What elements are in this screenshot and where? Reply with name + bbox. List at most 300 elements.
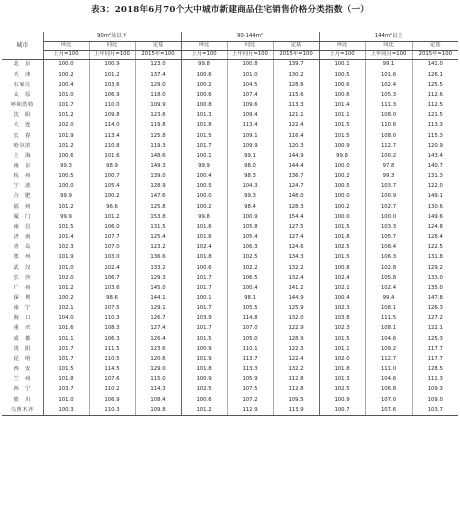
index-value-cell: 100.3 [43, 405, 89, 416]
table-row [2, 334, 458, 344]
index-value-cell: 100.0 [319, 192, 365, 202]
index-value-cell: 101.8 [43, 375, 89, 385]
table-row [2, 101, 458, 111]
table-row [2, 314, 458, 324]
index-value-cell: 136.7 [273, 172, 319, 182]
index-value-cell: 114.3 [135, 385, 181, 395]
index-value-cell: 122.4 [273, 121, 319, 131]
city-name-cell: 北 京 [13, 61, 31, 68]
index-value-cell: 101.3 [319, 375, 365, 385]
city-name-cell: 哈尔滨 [13, 142, 31, 149]
index-value-cell: 100.7 [319, 405, 365, 416]
index-value-cell: 102.4 [365, 283, 412, 293]
index-value-cell: 111.3 [412, 375, 458, 385]
index-value-cell: 100.1 [181, 151, 227, 161]
index-value-cell: 101.7 [43, 101, 89, 111]
index-value-cell: 109.8 [135, 405, 181, 416]
index-value-cell: 100.6 [43, 151, 89, 161]
index-value-cell: 99.9 [181, 162, 227, 172]
index-value-cell: 128.3 [273, 202, 319, 212]
index-value-cell: 127.2 [412, 314, 458, 324]
city-name-cell: 青 岛 [13, 244, 31, 251]
index-value-cell: 101.5 [319, 253, 365, 263]
index-value-cell: 122.3 [273, 344, 319, 354]
index-value-cell: 106.7 [89, 273, 135, 283]
index-value-cell: 108.1 [365, 304, 412, 314]
index-value-cell: 101.5 [181, 334, 227, 344]
base-header-base: 2015年=100 [135, 51, 181, 60]
index-value-cell: 110.6 [365, 121, 412, 131]
table-row [2, 60, 458, 71]
index-value-cell: 100.2 [181, 202, 227, 212]
table-row [2, 405, 458, 416]
city-name-cell: 大 连 [13, 122, 31, 129]
city-name-cell: 上 海 [13, 152, 31, 159]
index-value-cell: 101.1 [43, 334, 89, 344]
index-value-cell: 129.1 [135, 304, 181, 314]
table-row [2, 395, 458, 405]
index-value-cell: 101.0 [43, 395, 89, 405]
index-value-cell: 100.2 [181, 80, 227, 90]
index-value-cell: 131.5 [135, 223, 181, 233]
index-value-cell: 101.0 [43, 90, 89, 100]
index-value-cell: 153.8 [135, 212, 181, 222]
index-value-cell: 108.0 [365, 111, 412, 121]
index-value-cell: 115.0 [135, 375, 181, 385]
index-value-cell: 144.9 [273, 151, 319, 161]
index-value-cell: 129.3 [135, 273, 181, 283]
index-value-cell: 102.3 [319, 304, 365, 314]
index-value-cell: 131.8 [412, 253, 458, 263]
index-value-cell: 109.2 [365, 344, 412, 354]
index-value-cell: 101.4 [43, 233, 89, 243]
city-column-header: 城市 [2, 32, 43, 60]
index-value-cell: 99.8 [181, 60, 227, 71]
index-value-cell: 101.7 [181, 141, 227, 151]
table-row [2, 172, 458, 182]
index-value-cell: 100.6 [181, 263, 227, 273]
table-row [2, 365, 458, 375]
table-row [2, 162, 458, 172]
index-value-cell: 101.6 [181, 233, 227, 243]
index-value-cell: 125.5 [412, 80, 458, 90]
group-header-small: 90m²及以下 [43, 32, 181, 42]
index-value-cell: 123.2 [135, 243, 181, 253]
index-value-cell: 116.4 [273, 131, 319, 141]
index-value-cell: 107.0 [365, 395, 412, 405]
index-value-cell: 100.4 [43, 80, 89, 90]
index-value-cell: 101.2 [43, 141, 89, 151]
index-value-cell: 109.3 [412, 385, 458, 395]
index-value-cell: 125.4 [135, 233, 181, 243]
metric-header-mom: 环比 [181, 42, 227, 51]
table-row [2, 192, 458, 202]
index-value-cell: 105.9 [227, 375, 273, 385]
table-row [2, 243, 458, 253]
index-value-cell: 124.7 [273, 182, 319, 192]
index-value-cell: 134.3 [273, 253, 319, 263]
city-name-cell: 济 南 [13, 234, 31, 241]
city-name-cell: 西 宁 [13, 386, 31, 393]
index-value-cell: 144.4 [273, 162, 319, 172]
index-value-cell: 122.9 [273, 324, 319, 334]
table-row [2, 80, 458, 90]
index-value-cell: 101.2 [89, 70, 135, 80]
group-header-medium: 90-144m² [181, 32, 319, 42]
index-value-cell: 100.0 [319, 212, 365, 222]
table-row [2, 324, 458, 334]
index-value-cell: 129.2 [412, 263, 458, 273]
index-value-cell: 102.4 [89, 263, 135, 273]
index-value-cell: 101.6 [181, 223, 227, 233]
index-value-cell: 113.4 [227, 121, 273, 131]
index-value-cell: 101.1 [319, 111, 365, 121]
index-value-cell: 100.8 [181, 101, 227, 111]
city-name-cell: 杭 州 [13, 173, 31, 180]
table-row [2, 131, 458, 141]
index-value-cell: 102.5 [181, 385, 227, 395]
index-value-cell: 115.3 [412, 131, 458, 141]
index-value-cell: 122.1 [412, 324, 458, 334]
index-value-cell: 107.5 [227, 385, 273, 395]
index-value-cell: 123.6 [135, 344, 181, 354]
city-name-cell: 福 州 [13, 203, 31, 210]
index-value-cell: 107.5 [89, 304, 135, 314]
index-value-cell: 101.4 [319, 101, 365, 111]
index-value-cell: 132.2 [273, 365, 319, 375]
index-value-cell: 132.4 [273, 273, 319, 283]
index-value-cell: 127.5 [273, 223, 319, 233]
index-value-cell: 102.5 [319, 385, 365, 395]
index-value-cell: 100.2 [365, 151, 412, 161]
index-value-cell: 124.8 [412, 223, 458, 233]
index-value-cell: 113.3 [412, 121, 458, 131]
index-value-cell: 106.9 [89, 395, 135, 405]
index-value-cell: 101.9 [181, 355, 227, 365]
index-value-cell: 101.2 [43, 283, 89, 293]
index-value-cell: 107.6 [89, 375, 135, 385]
index-value-cell: 112.7 [365, 141, 412, 151]
index-value-cell: 113.3 [227, 365, 273, 375]
index-value-cell: 101.5 [43, 365, 89, 375]
index-value-cell: 100.2 [89, 192, 135, 202]
table-row [2, 273, 458, 283]
index-value-cell: 102.4 [365, 80, 412, 90]
base-header-mom: 上月=100 [181, 51, 227, 60]
index-value-cell: 124.6 [273, 243, 319, 253]
index-value-cell: 147.8 [412, 294, 458, 304]
index-value-cell: 107.0 [227, 324, 273, 334]
index-value-cell: 102.2 [227, 263, 273, 273]
index-value-cell: 101.8 [181, 253, 227, 263]
metric-header-base: 定基 [273, 42, 319, 51]
index-value-cell: 98.3 [227, 172, 273, 182]
index-value-cell: 101.9 [43, 131, 89, 141]
index-value-cell: 101.6 [365, 70, 412, 80]
index-value-cell: 99.1 [227, 151, 273, 161]
index-value-cell: 103.7 [365, 182, 412, 192]
index-value-cell: 106.8 [365, 385, 412, 395]
index-value-cell: 100.9 [181, 344, 227, 354]
index-value-cell: 100.4 [319, 294, 365, 304]
index-value-cell: 141.2 [273, 283, 319, 293]
index-value-cell: 139.7 [273, 60, 319, 71]
index-value-cell: 139.0 [135, 172, 181, 182]
metric-header-base: 定基 [412, 42, 458, 51]
index-value-cell: 102.1 [319, 283, 365, 293]
index-value-cell: 123.0 [135, 60, 181, 71]
index-value-cell: 105.8 [365, 273, 412, 283]
index-value-cell: 98.6 [89, 294, 135, 304]
index-value-cell: 110.3 [89, 314, 135, 324]
base-header-base: 2015年=100 [273, 51, 319, 60]
header-group-row [2, 32, 458, 42]
index-value-cell: 101.5 [181, 131, 227, 141]
index-value-cell: 98.4 [227, 202, 273, 212]
index-value-cell: 100.9 [227, 212, 273, 222]
index-value-cell: 101.2 [181, 405, 227, 416]
city-name-cell: 乌鲁木齐 [2, 405, 43, 416]
index-value-cell: 110.1 [227, 344, 273, 354]
index-value-cell: 133.2 [135, 263, 181, 273]
index-value-cell: 102.0 [43, 273, 89, 283]
index-value-cell: 109.1 [227, 131, 273, 141]
metric-header-yoy: 同比 [365, 42, 412, 51]
index-value-cell: 102.3 [319, 324, 365, 334]
index-value-cell: 101.0 [227, 70, 273, 80]
index-value-cell: 108.4 [365, 243, 412, 253]
index-value-cell: 106.3 [89, 334, 135, 344]
index-value-cell: 99.9 [43, 192, 89, 202]
index-value-cell: 109.5 [273, 395, 319, 405]
index-value-cell: 100.8 [227, 60, 273, 71]
city-name-cell: 银 川 [13, 396, 31, 403]
index-value-cell: 103.8 [319, 314, 365, 324]
index-value-cell: 149.3 [135, 162, 181, 172]
index-value-cell: 109.9 [227, 141, 273, 151]
index-value-cell: 101.5 [319, 131, 365, 141]
index-value-cell: 100.0 [181, 192, 227, 202]
index-value-cell: 115.6 [273, 90, 319, 100]
index-value-cell: 106.3 [227, 243, 273, 253]
index-value-cell: 100.2 [43, 294, 89, 304]
price-index-table [2, 32, 458, 416]
index-value-cell: 121.1 [273, 111, 319, 121]
table-row [2, 151, 458, 161]
index-value-cell: 96.6 [89, 202, 135, 212]
city-name-cell: 武 汉 [13, 264, 31, 271]
index-value-cell: 101.7 [181, 304, 227, 314]
city-name-cell: 海 口 [13, 315, 31, 322]
base-header-base: 2015年=100 [412, 51, 458, 60]
index-value-cell: 101.7 [43, 355, 89, 365]
table-row [2, 90, 458, 100]
index-value-cell: 147.6 [135, 192, 181, 202]
index-value-cell: 100.7 [89, 172, 135, 182]
index-value-cell: 107.6 [365, 405, 412, 416]
index-value-cell: 132.2 [273, 263, 319, 273]
index-value-cell: 103.6 [89, 80, 135, 90]
city-name-cell: 重 庆 [13, 325, 31, 332]
index-value-cell: 107.0 [89, 243, 135, 253]
index-value-cell: 107.4 [227, 90, 273, 100]
index-value-cell: 102.4 [181, 243, 227, 253]
index-value-cell: 101.7 [181, 283, 227, 293]
index-value-cell: 104.6 [365, 375, 412, 385]
index-value-cell: 100.2 [319, 202, 365, 212]
index-value-cell: 98.1 [227, 294, 273, 304]
metric-header-yoy: 同比 [227, 42, 273, 51]
index-value-cell: 105.4 [227, 233, 273, 243]
index-value-cell: 112.9 [227, 405, 273, 416]
index-value-cell: 122.4 [273, 355, 319, 365]
city-name-cell: 南 昌 [13, 223, 31, 230]
index-value-cell: 136.6 [135, 253, 181, 263]
index-value-cell: 102.5 [319, 243, 365, 253]
index-value-cell: 100.5 [43, 172, 89, 182]
index-value-cell: 101.8 [181, 121, 227, 131]
index-value-cell: 120.6 [135, 355, 181, 365]
index-value-cell: 128.6 [273, 80, 319, 90]
index-value-cell: 126.7 [135, 314, 181, 324]
index-value-cell: 111.5 [89, 344, 135, 354]
index-value-cell: 106.3 [365, 253, 412, 263]
index-value-cell: 109.6 [227, 101, 273, 111]
index-value-cell: 125.9 [273, 304, 319, 314]
index-value-cell: 110.2 [89, 385, 135, 395]
index-value-cell: 111.5 [365, 314, 412, 324]
index-value-cell: 103.3 [365, 223, 412, 233]
index-value-cell: 119.8 [135, 121, 181, 131]
index-value-cell: 101.6 [89, 151, 135, 161]
index-value-cell: 105.4 [89, 182, 135, 192]
index-value-cell: 100.9 [319, 141, 365, 151]
index-value-cell: 127.4 [135, 324, 181, 334]
index-value-cell: 103.7 [43, 385, 89, 395]
city-name-cell: 南 京 [13, 162, 31, 169]
table-row [2, 355, 458, 365]
index-value-cell: 104.0 [43, 314, 89, 324]
index-value-cell: 99.3 [43, 162, 89, 172]
city-name-cell: 厦 门 [13, 213, 31, 220]
index-value-cell: 101.8 [319, 365, 365, 375]
table-title: 表3：2018年6月70个大中城市新建商品住宅销售价格分类指数（一） [90, 5, 370, 15]
index-value-cell: 110.3 [89, 405, 135, 416]
index-value-cell: 137.4 [135, 70, 181, 80]
index-value-cell: 101.5 [319, 121, 365, 131]
city-name-cell: 天 津 [13, 71, 31, 78]
index-value-cell: 101.0 [43, 263, 89, 273]
index-value-cell: 128.5 [412, 365, 458, 375]
index-value-cell: 104.3 [227, 182, 273, 192]
index-value-cell: 100.9 [89, 60, 135, 71]
index-value-cell: 113.3 [273, 101, 319, 111]
index-value-cell: 100.8 [319, 263, 365, 273]
city-name-cell: 太 原 [13, 91, 31, 98]
index-value-cell: 127.4 [273, 233, 319, 243]
index-value-cell: 130.6 [412, 202, 458, 212]
index-value-cell: 100.2 [319, 172, 365, 182]
index-value-cell: 102.0 [319, 355, 365, 365]
table-row [2, 344, 458, 354]
header-base-row [2, 51, 458, 60]
metric-header-yoy: 同比 [89, 42, 135, 51]
index-value-cell: 100.6 [181, 90, 227, 100]
index-value-cell: 105.5 [227, 304, 273, 314]
index-value-cell: 130.2 [273, 70, 319, 80]
base-header-yoy: 上年同月=100 [89, 51, 135, 60]
index-value-cell: 107.2 [227, 395, 273, 405]
index-value-cell: 104.6 [365, 334, 412, 344]
index-value-cell: 114.5 [89, 365, 135, 375]
index-value-cell: 148.0 [273, 192, 319, 202]
index-value-cell: 113.9 [273, 405, 319, 416]
index-value-cell: 144.9 [273, 294, 319, 304]
index-value-cell: 114.0 [89, 121, 135, 131]
header-metric-row [2, 42, 458, 51]
index-value-cell: 100.5 [319, 182, 365, 192]
index-value-cell: 104.5 [227, 80, 273, 90]
table-row [2, 223, 458, 233]
table-row [2, 375, 458, 385]
table-row [2, 253, 458, 263]
index-value-cell: 101.2 [89, 212, 135, 222]
index-value-cell: 100.1 [319, 60, 365, 71]
table-row [2, 233, 458, 243]
index-value-cell: 112.6 [412, 90, 458, 100]
index-value-cell: 101.3 [181, 111, 227, 121]
index-value-cell: 148.6 [135, 151, 181, 161]
index-value-cell: 102.4 [319, 273, 365, 283]
city-name-cell: 郑 州 [13, 254, 31, 261]
index-value-cell: 110.8 [89, 141, 135, 151]
index-value-cell: 106.0 [89, 223, 135, 233]
index-value-cell: 113.4 [89, 131, 135, 141]
city-name-cell: 昆 明 [13, 355, 31, 362]
index-value-cell: 100.6 [319, 80, 365, 90]
index-value-cell: 112.8 [273, 375, 319, 385]
index-value-cell: 101.7 [181, 273, 227, 283]
index-value-cell: 103.7 [412, 405, 458, 416]
index-value-cell: 126.4 [135, 334, 181, 344]
city-name-cell: 石家庄 [13, 81, 31, 88]
index-value-cell: 100.9 [365, 192, 412, 202]
index-value-cell: 149.1 [412, 192, 458, 202]
index-value-cell: 101.8 [319, 233, 365, 243]
index-value-cell: 112.5 [412, 101, 458, 111]
table-row [2, 212, 458, 222]
city-name-cell: 深 圳 [13, 295, 31, 302]
index-value-cell: 102.3 [43, 243, 89, 253]
index-value-cell: 101.1 [319, 344, 365, 354]
table-row [2, 70, 458, 80]
index-value-cell: 111.0 [365, 365, 412, 375]
city-name-cell: 长 春 [13, 132, 31, 139]
base-header-mom: 上月=100 [43, 51, 89, 60]
table-row [2, 141, 458, 151]
index-value-cell: 105.7 [365, 233, 412, 243]
index-value-cell: 118.0 [135, 90, 181, 100]
city-name-cell: 宁 波 [13, 183, 31, 190]
index-value-cell: 101.7 [181, 324, 227, 334]
index-value-cell: 100.2 [43, 70, 89, 80]
index-value-cell: 100.6 [181, 395, 227, 405]
index-value-cell: 109.0 [412, 395, 458, 405]
city-name-cell: 长 沙 [13, 274, 31, 281]
index-value-cell: 123.6 [135, 111, 181, 121]
index-value-cell: 100.9 [319, 395, 365, 405]
index-value-cell: 99.3 [365, 172, 412, 182]
